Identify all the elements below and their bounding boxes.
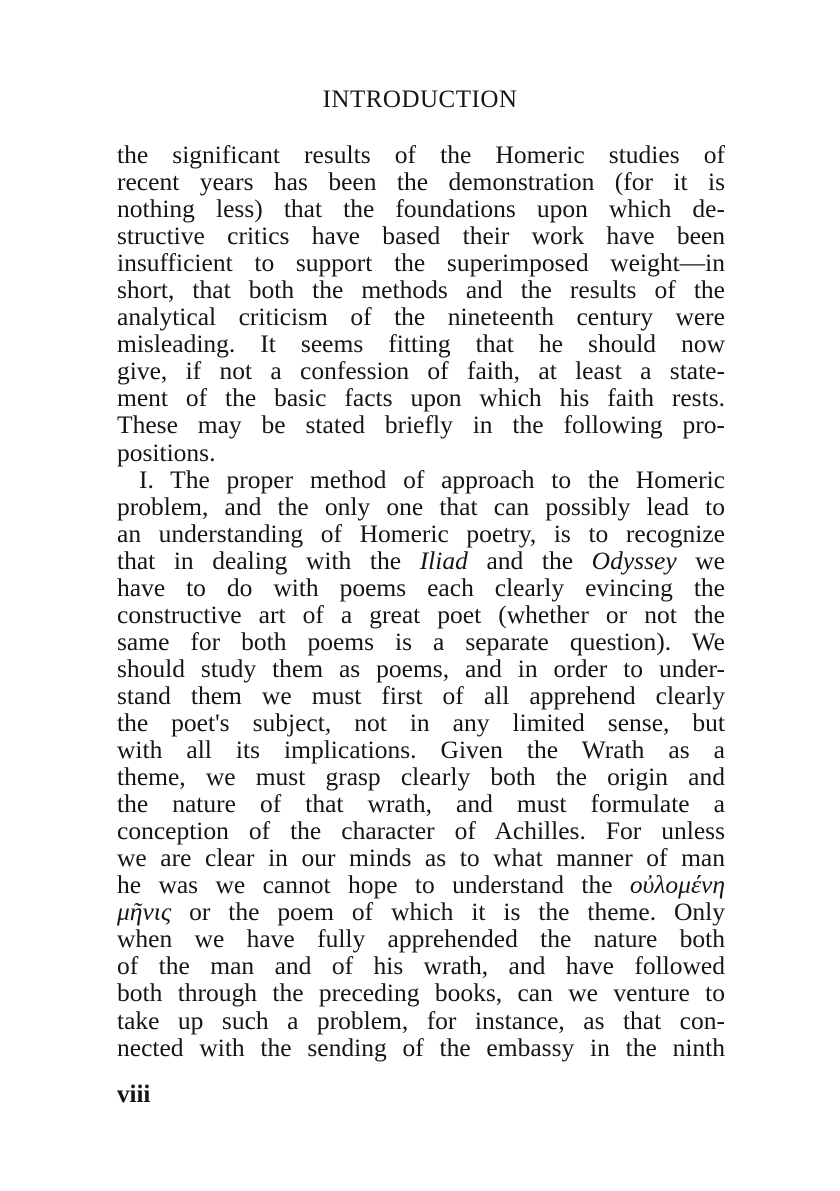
italic-text: Iliad [419,545,468,575]
running-head: INTRODUCTION [322,86,518,113]
text-line: recent years has been the demonstration (for it is [117,167,725,197]
italic-text: οὐλομένη [629,870,725,900]
text-line: insufficient to support the superimposed weight—in [117,248,725,278]
text-line: structive critics have based their work have been [117,221,725,251]
text-line [117,547,725,574]
text-line: the significant results of the Homeric studies of [117,140,725,169]
italic-text: μῆνις [117,897,172,927]
text-line: the nature of that wrath, and must formulate a [117,789,725,819]
text-line: same for both poems is a separate question). We [117,626,725,656]
text-line: stand them we must first of all apprehend clearly [117,680,725,710]
italic-text: Odyssey [591,545,677,575]
text-line: should study them as poems, and in order to under- [117,653,725,683]
text-run: that in dealing with the [117,545,420,575]
text-line: nected with the sending of the embassy in the ninth [117,1032,725,1062]
text-line: theme, we must grasp clearly both the origin and [117,762,725,792]
text-run: and the [467,545,592,575]
text-line: short, that both the methods and the results of the [117,275,725,305]
text-line [117,898,725,925]
text-line: take up such a problem, for instance, as that con- [117,1005,725,1035]
text-line: misleading. It seems fitting that he should now [117,329,725,359]
text-line: conception of the character of Achilles. For unless [117,816,725,846]
text-line: positions. [117,437,216,467]
text-line: nothing less) that the foundations upon which de- [117,194,725,224]
text-line: with all its implications. Given the Wrath as a [117,735,725,765]
text-line: of the man and of his wrath, and have followed [117,951,725,981]
text-line: I. The proper method of approach to the Homeric [139,464,725,494]
text-line: give, if not a confession of faith, at least a state- [117,356,725,386]
text-line: when we have fully apprehended the nature both [117,924,725,954]
page-number: viii [117,1081,151,1108]
text-line: an understanding of Homeric poetry, is to recognize [117,518,725,548]
text-line: have to do with poems each clearly evincing the [117,572,725,602]
text-line: constructive art of a great poet (whether or not the [117,599,725,629]
body-text [117,141,725,1061]
text-line: the poet's subject, not in any limited sense, but [117,707,725,737]
text-line: analytical criticism of the nineteenth century were [117,302,725,332]
text-line: ment of the basic facts upon which his faith rests. [117,383,725,413]
text-line [117,871,725,898]
text-run: he was we cannot hope to understand the [117,870,630,900]
text-line: These may be stated briefly in the following pro- [117,410,725,440]
text-run: or the poem of which it is the theme. Only [171,897,725,927]
text-line: problem, and the only one that can possibly lead to [117,491,725,521]
text-run: we [676,545,725,575]
text-line: we are clear in our minds as to what manner of man [117,843,725,873]
text-line: both through the preceding books, can we venture to [117,978,725,1008]
